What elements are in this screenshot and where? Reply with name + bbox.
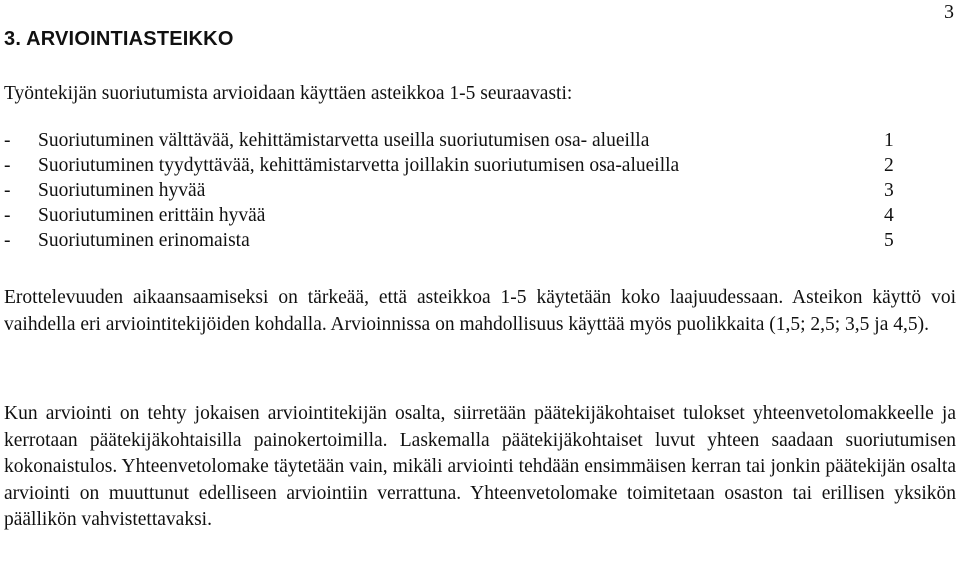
scale-label: Suoriutuminen välttävää, kehittämistarvetta useilla suoriutumisen osa- alueilla — [38, 130, 650, 151]
list-dash: - — [4, 205, 11, 226]
scale-value: 3 — [884, 180, 894, 201]
rating-scale-list — [4, 128, 904, 253]
scale-label: Suoriutuminen erinomaista — [38, 230, 250, 251]
scale-item-2 — [4, 153, 904, 178]
intro-text: Työntekijän suoriutumista arvioidaan käyttäen asteikkoa 1-5 seuraavasti: — [4, 83, 573, 104]
paragraph-summary-form: Kun arviointi on tehty jokaisen arviointitekijän osalta, siirretään päätekijäkohtaiset tulokset yhteenvetolomakkeelle ja kerrotaan päätekijäkohtaisilla painokertoimilla. Laskemalla päätekijäkohtaiset luvut yhteen saadaan suoriutumisen kokonaistulos. Yhteenvetolomake täytetään vain, mikäli arviointi tehdään ensimmäisen kerran tai jonkin päätekijän osalta arviointi on muuttunut edelliseen arviointiin verrattuna. Yhteenvetolomake toimitetaan osaston tai erillisen yksikön päällikön vahvistettavaksi. — [4, 403, 956, 530]
list-dash: - — [4, 230, 11, 251]
scale-value: 4 — [884, 205, 894, 226]
scale-label: Suoriutuminen tyydyttävää, kehittämistarvetta joillakin suoriutumisen osa-alueilla — [38, 155, 680, 176]
list-dash: - — [4, 130, 11, 151]
scale-value: 5 — [884, 230, 894, 251]
paragraph-scale-usage: Erottelevuuden aikaansaamiseksi on tärkeää, että asteikkoa 1-5 käytetään koko laajuudessaan. Asteikon käyttö voi vaihdella eri arviointitekijöiden kohdalla. Arvioinnissa on mahdollisuus käyttää myös puolikkaita (1,5; 2,5; 3,5 ja 4,5). — [4, 287, 956, 335]
list-dash: - — [4, 180, 11, 201]
scale-item-5 — [4, 228, 904, 253]
scale-label: Suoriutuminen erittäin hyvää — [38, 205, 266, 226]
section-heading: 3. ARVIOINTIASTEIKKO — [4, 28, 234, 50]
page-number: 3 — [944, 1, 954, 23]
scale-value: 1 — [884, 130, 894, 151]
scale-label: Suoriutuminen hyvää — [38, 180, 206, 201]
scale-value: 2 — [884, 155, 894, 176]
scale-item-3 — [4, 178, 904, 203]
scale-item-1 — [4, 128, 904, 153]
list-dash: - — [4, 155, 11, 176]
scale-item-4 — [4, 203, 904, 228]
